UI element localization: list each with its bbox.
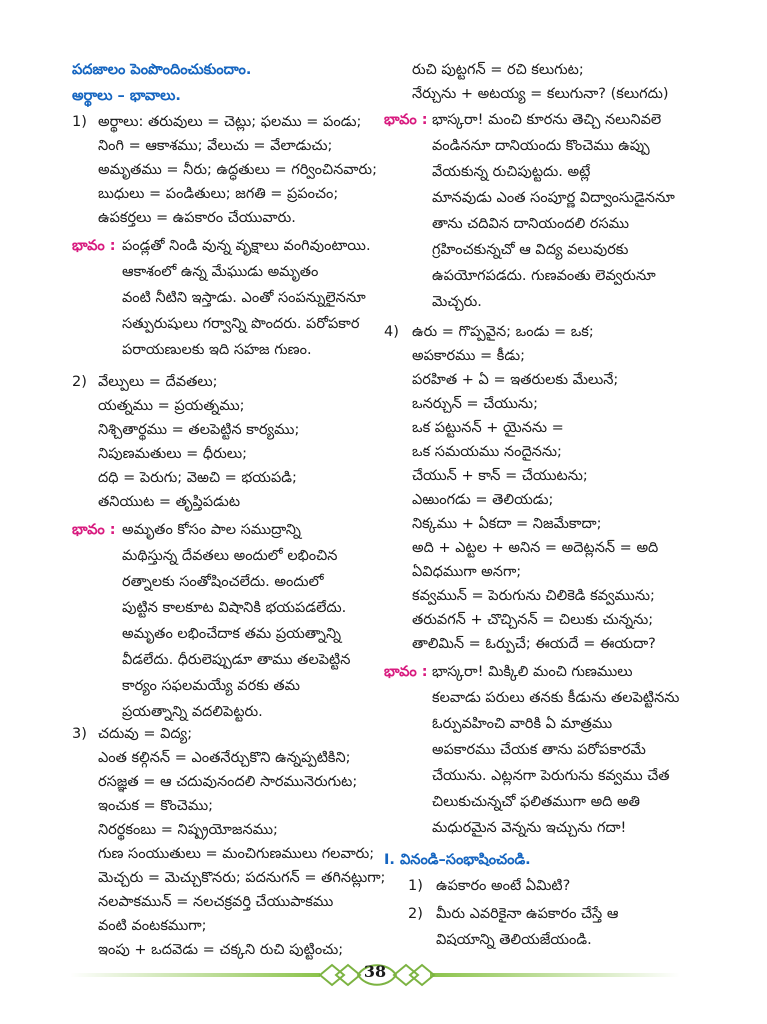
s3-line: రసజ్ఞత = ఆ చదువునందలి సారమునెరుగుట;: [98, 774, 358, 790]
section-3-number: 3): [72, 726, 87, 742]
s4-line: ఒనర్చున్ = చేయును;: [412, 396, 538, 412]
s1-bhavam-line: సత్పురుషులు గర్వాన్ని పొందరు. పరోపకార: [122, 316, 360, 332]
section-4-number: 4): [384, 324, 399, 340]
s4-line: నిక్కము + ఏకదా = నిజమేకాదా;: [412, 516, 602, 532]
s2-bhavam-label: భావం :: [72, 522, 116, 538]
s3-line: ఎంత కల్గినన్ = ఎంతనేర్చుకొని ఉన్నప్పటికిని;: [98, 750, 351, 766]
exercise-q1-number: 1): [408, 878, 423, 894]
s3-bhavam-line: గ్రహించకున్నచో ఆ విద్య వలువురకు: [432, 242, 629, 258]
s4-line: అపకారము = కీడు;: [412, 348, 526, 364]
s3-bhavam-line: మానవుడు ఎంత సంపూర్ణ విద్వాంసుడైననూ: [432, 190, 675, 206]
footer-band-right: [430, 973, 680, 977]
s3-bhavam-line: వేయకున్న రుచిపుట్టదు. అట్లే: [432, 164, 591, 180]
s1-line: నింగి = ఆకాశము; వేలుచు = వేలాడుచు;: [98, 138, 333, 154]
s3-bhavam-line: ఉపయోగపడదు. గుణవంతు లెవ్వరునూ: [432, 268, 656, 284]
meanings-heading: అర్థాలు – భావాలు.: [72, 88, 181, 104]
s4-bhavam-line: మధురమైన వెన్నను ఇచ్చును గదా!: [432, 820, 627, 836]
s3-bhavam-line: మెచ్చరు.: [432, 294, 482, 310]
s2-line: యత్నము = ప్రయత్నము;: [98, 398, 245, 414]
s4-line: ఎఱుంగడు = తెలియడు;: [412, 492, 554, 508]
s4-line: ఒక పట్టునన్ + యైనను =: [412, 420, 564, 436]
s4-bhavam-line: ఓర్పువహించి వారికి ఏ మాత్రము: [432, 716, 613, 732]
s4-line: తాలిమిన్ = ఓర్పుచే; ఈయదే = ఈయదా?: [412, 636, 656, 652]
s2-bhavam-line: రత్నాలకు సంతోషించలేదు. అందులో: [122, 574, 324, 590]
s1-bhavam-line: ఆకాశంలో ఉన్న మేఘుడు అమృతం: [122, 264, 319, 280]
s4-bhavam-line: చిలుకుచున్నచో ఫలితముగా అది అతి: [432, 794, 640, 810]
s2-bhavam-line: వీడలేదు. ధీరులెప్పుడూ తాము తలపెట్టిన: [122, 652, 351, 668]
s2-bhavam-line: అమృతం కోసం పాల సముద్రాన్ని: [122, 522, 301, 538]
s2-bhavam-line: మథిస్తున్న దేవతలు అందులో లభించిన: [122, 548, 338, 564]
s1-line: ఉపకర్తలు = ఉపకారం చేయువారు.: [98, 210, 296, 226]
s4-line: చేయున్ + కాన్ = చేయుటను;: [412, 468, 588, 484]
s4-bhavam-line: కలవాడు పరులు తనకు కీడును తలపెట్టినను: [432, 690, 680, 706]
s3-line: చదువు = విద్య;: [98, 726, 193, 742]
s1-bhavam-line: పరాయణులకు ఇది సహజ గుణం.: [122, 342, 312, 358]
s2-line: తనియుట = తృప్తిపడుట: [98, 494, 241, 510]
page-number: 38: [363, 962, 387, 981]
s1-bhavam-line: పండ్లతో నిండి వున్న వృక్షాలు వంగివుంటాయి.: [122, 238, 371, 254]
s4-line: కవ్వమున్ = పెరుగును చిలికెడి కవ్వమును;: [412, 588, 655, 604]
s2-line: వేల్పులు = దేవతలు;: [98, 374, 218, 390]
s3-line: ఇంపు + ఒదవెడు = చక్కని రుచి పుట్టించు;: [98, 942, 344, 958]
s3-bhavam-label: భావం :: [384, 112, 428, 128]
vocab-heading: పదజాలం పెంపొందించుకుందాం.: [72, 62, 252, 78]
s1-bhavam-line: వంటి నీటిని ఇస్తాడు. ఎంతో సంపన్నులైననూ: [122, 290, 366, 306]
footer-band-left: [70, 973, 320, 977]
r-top-line: రుచి పుట్టగన్ = రచి కలుగుట;: [412, 62, 584, 78]
s3-line: ఇంచుక = కొంచెము;: [98, 798, 214, 814]
s3-bhavam-line: తాను చదివిన దానియందలి రసము: [432, 216, 629, 232]
s4-bhavam-line: భాస్కరా! మిక్కిలి మంచి గుణములు: [432, 664, 633, 680]
section-2-number: 2): [72, 374, 87, 390]
section-1-number: 1): [72, 114, 87, 130]
s3-bhavam-line: భాస్కరా! మంచి కూరను తెచ్చి నలునివలె: [432, 112, 662, 128]
s2-line: దధి = పెరుగు; వెఱచి = భయపడి;: [98, 470, 297, 486]
s4-line: పరహిత + ఏ = ఇతరులకు మేలునే;: [412, 372, 619, 388]
s4-bhavam-line: చేయును. ఎట్లనగా పెరుగును కవ్వము చేత: [432, 768, 670, 784]
s4-bhavam-label: భావం :: [384, 664, 428, 680]
s4-bhavam-line: అపకారము చేయక తాను పరోపకారమే: [432, 742, 646, 758]
s1-line: అర్థాలు: తరువులు = చెట్లు; ఫలము = పండు;: [98, 114, 362, 130]
exercise-heading: I. వినండి–సంభాషించండి.: [384, 852, 531, 868]
s3-line: నలపాకమున్ = నలచక్రవర్తి చేయుపాకము: [98, 894, 334, 910]
s1-line: బుధులు = పండితులు; జగతి = ప్రపంచం;: [98, 186, 339, 202]
s2-line: నిశ్చితార్థము = తలపెట్టిన కార్యము;: [98, 422, 300, 438]
s2-bhavam-line: అమృతం లభించేదాక తమ ప్రయత్నాన్ని: [122, 626, 342, 642]
s2-bhavam-line: కార్యం సఫలమయ్యే వరకు తమ: [122, 678, 301, 694]
s1-line: అమృతము = నీరు; ఉద్ధతులు = గర్వించినవారు;: [98, 162, 377, 178]
s3-line: వంటి వంటకముగా;: [98, 918, 207, 934]
s4-line: తరువగన్ + చొచ్చినన్ = చిలుకు చున్నను;: [412, 612, 654, 628]
s3-bhavam-line: వండిననూ దానియందు కొంచెము ఉప్పు: [432, 138, 650, 154]
exercise-q2-continuation: విషయాన్ని తెలియజేయండి.: [436, 932, 592, 948]
exercise-q1-text: ఉపకారం అంటే ఏమిటి?: [436, 878, 571, 894]
exercise-q2-number: 2): [408, 906, 423, 922]
s4-line: ఉరు = గొప్పవైన; ఒండు = ఒక;: [412, 324, 594, 340]
s3-line: గుణ సంయుతులు = మంచిగుణములు గలవారు;: [98, 846, 375, 862]
s1-bhavam-label: భావం :: [72, 238, 116, 254]
exercise-q2-text: మీరు ఎవరికైనా ఉపకారం చేస్తే ఆ: [436, 906, 619, 922]
r-top-line: నేర్చును + అటయ్య = కలుగునా? (కలుగదు): [412, 86, 669, 102]
s2-bhavam-line: పుట్టిన కాలకూట విషానికి భయపడలేదు.: [122, 600, 347, 616]
s2-line: నిపుణమతులు = ధీరులు;: [98, 446, 247, 462]
s4-line: ఏవిధముగా అనగా;: [412, 564, 522, 580]
s3-line: మెచ్చరు = మెచ్చుకొనరు; పదనుగన్ = తగినట్లుగా;: [98, 870, 386, 886]
s4-line: అది + ఎట్టల + అనిన = అదెట్లనన్ = అది: [412, 540, 659, 556]
s3-line: నిరర్థకంబు = నిష్ప్రయోజనము;: [98, 822, 278, 838]
s4-line: ఒక సమయము నందైనను;: [412, 444, 562, 460]
s2-bhavam-line: ప్రయత్నాన్ని వదలిపెట్టరు.: [122, 704, 263, 720]
